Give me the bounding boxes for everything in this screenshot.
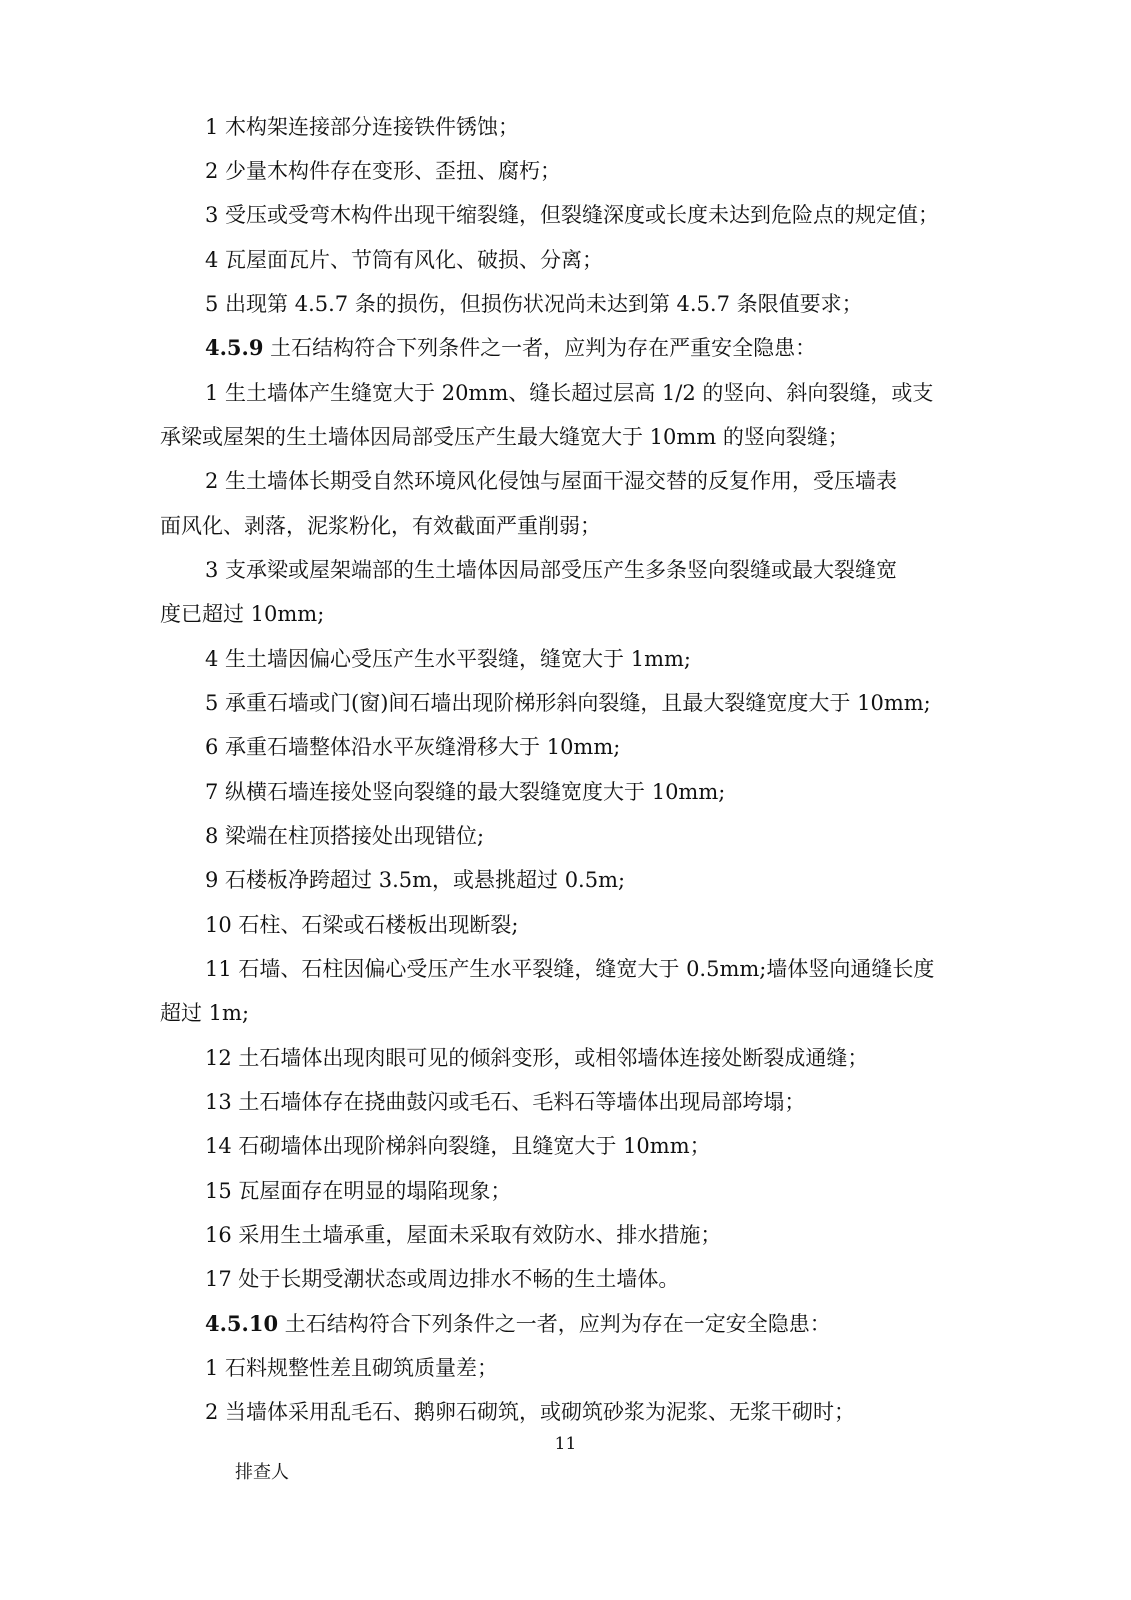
text-line bbox=[160, 1036, 980, 1080]
line-text: 超过 1m; bbox=[160, 1001, 250, 1025]
text-line bbox=[160, 858, 980, 903]
text-line bbox=[160, 1124, 980, 1169]
text-line bbox=[160, 459, 980, 504]
footer-inspector-label: 排查人 bbox=[235, 1462, 289, 1483]
line-text: 9 石楼板净跨超过 3.5m，或悬挑超过 0.5m; bbox=[205, 868, 626, 892]
line-text: 13 土石墙体存在挠曲鼓闪或毛石、毛料石等墙体出现局部垮塌； bbox=[205, 1090, 806, 1114]
text-line bbox=[160, 282, 980, 326]
text-line bbox=[160, 105, 980, 149]
line-text: 土石结构符合下列条件之一者，应判为存在一定安全隐患： bbox=[278, 1312, 831, 1336]
text-line bbox=[160, 193, 980, 238]
text-line bbox=[160, 1213, 980, 1257]
text-line bbox=[160, 814, 980, 858]
text-line bbox=[160, 1080, 980, 1124]
line-text: 1 生土墙体产生缝宽大于 20mm、缝长超过层高 1/2 的竖向、斜向裂缝，或支 bbox=[205, 381, 934, 405]
text-line bbox=[160, 725, 980, 770]
text-line bbox=[160, 991, 980, 1036]
text-line bbox=[160, 947, 980, 991]
text-line bbox=[160, 1257, 980, 1302]
line-text: 17 处于长期受潮状态或周边排水不畅的生土墙体。 bbox=[205, 1267, 680, 1291]
document-body bbox=[0, 105, 1131, 1435]
line-text: 7 纵横石墙连接处竖向裂缝的最大裂缝宽度大于 10mm; bbox=[205, 780, 726, 804]
clause-number: 4.5.9 bbox=[205, 335, 264, 360]
text-line bbox=[160, 1390, 980, 1435]
line-text: 2 少量木构件存在变形、歪扭、腐朽； bbox=[205, 159, 562, 183]
text-line bbox=[160, 770, 980, 814]
line-text: 2 生土墙体长期受自然环境风化侵蚀与屋面干湿交替的反复作用，受压墙表 bbox=[205, 469, 898, 493]
line-text: 5 承重石墙或门(窗)间石墙出现阶梯形斜向裂缝，且最大裂缝宽度大于 10mm; bbox=[205, 691, 931, 715]
text-line bbox=[160, 903, 980, 947]
text-line bbox=[160, 238, 980, 282]
line-text: 土石结构符合下列条件之一者，应判为存在严重安全隐患： bbox=[263, 336, 817, 360]
line-text: 承梁或屋架的生土墙体因局部受压产生最大缝宽大于 10mm 的竖向裂缝； bbox=[160, 425, 849, 449]
line-text: 6 承重石墙整体沿水平灰缝滑移大于 10mm; bbox=[205, 735, 621, 759]
line-text: 12 土石墙体出现肉眼可见的倾斜变形，或相邻墙体连接处断裂成通缝； bbox=[205, 1046, 869, 1070]
clause-heading bbox=[160, 326, 980, 371]
line-text: 16 采用生土墙承重，屋面未采取有效防水、排水措施； bbox=[205, 1223, 722, 1247]
line-text: 15 瓦屋面存在明显的塌陷现象； bbox=[205, 1179, 512, 1203]
page-number: 11 bbox=[554, 1434, 577, 1454]
line-text: 4 瓦屋面瓦片、节筒有风化、破损、分离； bbox=[205, 248, 604, 272]
line-text: 14 石砌墙体出现阶梯斜向裂缝，且缝宽大于 10mm； bbox=[205, 1134, 711, 1158]
text-line bbox=[160, 681, 980, 725]
text-line bbox=[160, 548, 980, 592]
clause-number: 4.5.10 bbox=[205, 1311, 279, 1336]
text-line bbox=[160, 1169, 980, 1213]
text-line bbox=[160, 1346, 980, 1390]
line-text: 4 生土墙因偏心受压产生水平裂缝，缝宽大于 1mm; bbox=[205, 647, 691, 671]
text-line bbox=[160, 415, 980, 459]
line-text: 8 梁端在柱顶搭接处出现错位; bbox=[205, 824, 485, 848]
text-line bbox=[160, 149, 980, 193]
line-text: 1 木构架连接部分连接铁件锈蚀； bbox=[205, 115, 520, 139]
text-line bbox=[160, 504, 980, 548]
line-text: 1 石料规整性差且砌筑质量差； bbox=[205, 1356, 499, 1380]
line-text: 3 支承梁或屋架端部的生土墙体因局部受压产生多条竖向裂缝或最大裂缝宽 bbox=[205, 558, 898, 582]
line-text: 2 当墙体采用乱毛石、鹅卵石砌筑，或砌筑砂浆为泥浆、无浆干砌时； bbox=[205, 1400, 856, 1424]
line-text: 5 出现第 4.5.7 条的损伤，但损伤状况尚未达到第 4.5.7 条限值要求； bbox=[205, 292, 863, 316]
line-text: 度已超过 10mm; bbox=[160, 602, 325, 626]
line-text: 面风化、剥落，泥浆粉化，有效截面严重削弱； bbox=[160, 514, 601, 538]
text-line bbox=[160, 637, 980, 681]
line-text: 10 石柱、石梁或石楼板出现断裂; bbox=[205, 913, 519, 937]
text-line bbox=[160, 592, 980, 637]
line-text: 11 石墙、石柱因偏心受压产生水平裂缝，缝宽大于 0.5mm;墙体竖向通缝长度 bbox=[205, 957, 935, 981]
line-text: 3 受压或受弯木构件出现干缩裂缝，但裂缝深度或长度未达到危险点的规定值； bbox=[205, 203, 940, 227]
text-line bbox=[160, 371, 980, 415]
clause-heading bbox=[160, 1302, 980, 1346]
